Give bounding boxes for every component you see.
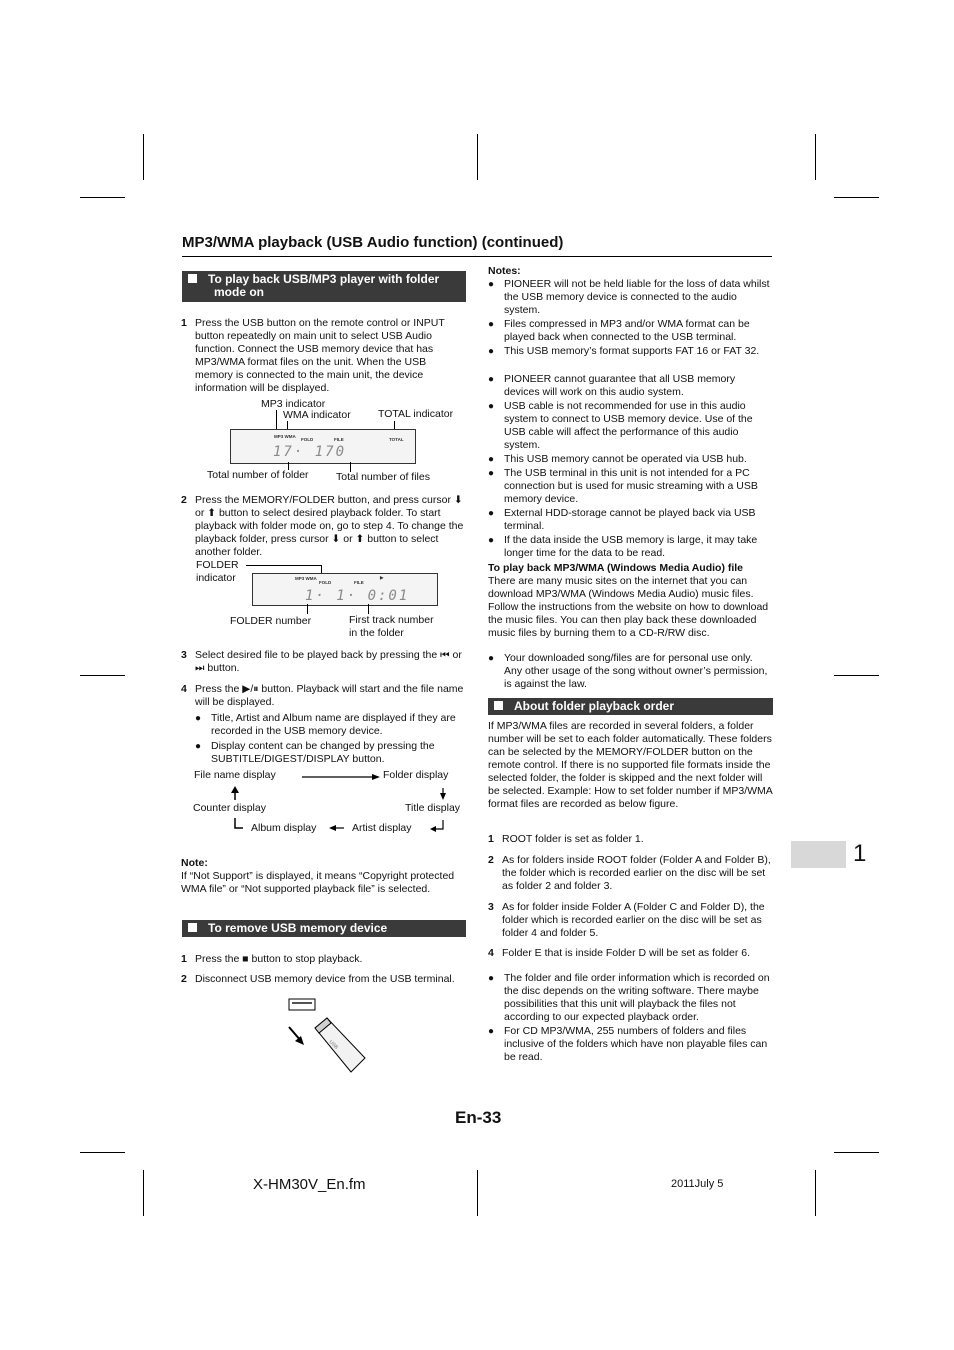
lcd-display-2: MP3 WMA FOLD FILE ▶ 1· 1· 0:01 <box>252 573 438 606</box>
note-item: ● USB cable is not recommended for use in this audio system to connect to USB memory device. Use of the USB cable will affect the performance of this audio system. <box>488 400 753 451</box>
footer-date: 2011July 5 <box>671 1178 724 1190</box>
artist-display-label: Artist display <box>352 822 412 834</box>
note-heading: Note: <box>181 857 208 869</box>
folder-number-label: FOLDER number <box>230 615 312 627</box>
order-step-4: 4 Folder E that is inside Folder D will be set as folder 6. <box>488 947 751 959</box>
wma-heading: To play back MP3/WMA (Windows Media Audio) file <box>488 562 744 574</box>
crop-mark <box>834 1152 879 1153</box>
order-step-3: 3 As for folder inside Folder A (Folder C and Folder D), the folder which is recorded earlier on the disc will be set as folder 4 and folder 5. <box>488 901 765 939</box>
folder-indicator-label: indicator <box>196 572 236 584</box>
leader-line <box>287 421 288 429</box>
file-name-display-label: File name display <box>194 769 276 781</box>
note-item: ● This USB memory cannot be operated via USB hub. <box>488 453 747 465</box>
crop-mark <box>477 1170 478 1216</box>
crop-mark <box>477 134 478 180</box>
crop-mark <box>834 675 879 676</box>
first-track-label: in the folder <box>349 627 404 639</box>
album-display-label: Album display <box>251 822 317 834</box>
lcd-display-1: MP3 WMA FOLD FILE TOTAL 17· 170 <box>230 429 416 464</box>
total-folder-label: Total number of folder <box>207 469 309 481</box>
note-item: ● If the data inside the USB memory is large, it may take longer time for the data to be read. <box>488 534 758 559</box>
crop-mark <box>815 1170 816 1216</box>
crop-mark <box>80 1152 125 1153</box>
step-4: 4 Press the ▶/⏸ button. Playback will start and the file name will be displayed. <box>181 683 464 708</box>
note-item: ● PIONEER cannot guarantee that all USB memory devices will work on this audio system. <box>488 373 736 398</box>
chapter-tab <box>791 841 846 868</box>
square-bullet-icon <box>188 923 197 932</box>
list-item: ● For CD MP3/WMA, 255 numbers of folders and files inclusive of the folders which have non playable files can be read. <box>488 1025 768 1063</box>
notes-heading: Notes: <box>488 265 521 277</box>
lcd-digits: 1· 1· 0:01 <box>305 588 410 604</box>
step-3: 3 Select desired file to be played back by pressing the ⏮ or ⏭ button. <box>181 649 462 674</box>
note-item: ● Files compressed in MP3 and/or WMA format can be played back when connected to the USB terminal. <box>488 318 750 343</box>
list-item: ● Your downloaded song/files are for personal use only. Any other usage of the song without owner’s permission, is against the law. <box>488 652 768 690</box>
leader-line <box>394 421 395 429</box>
crop-mark <box>80 675 125 676</box>
list-item: ● The folder and file order information which is recorded on the disc depends on the writing software. There maybe possibilities that this unit will playback the files not according to our expected playback order. <box>488 972 770 1023</box>
remove-step-1: 1 Press the ■ button to stop playback. <box>181 953 363 965</box>
svg-text:USB: USB <box>327 1039 340 1051</box>
crop-mark <box>80 197 125 198</box>
order-step-2: 2 As for folders inside ROOT folder (Folder A and Folder B), the folder which is recorded earlier on the disc will be set as folder 2 and folder 3. <box>488 854 771 892</box>
section-bar-folder-mode: To play back USB/MP3 player with folder mode on <box>182 271 466 302</box>
leader-line <box>276 410 277 429</box>
lcd-digits: 17· 170 <box>273 444 347 460</box>
step-2: 2 Press the MEMORY/FOLDER button, and press cursor ⬇ or ⬆ button to select desired playback folder. To start playback with folder mode on, go to step 4. To change the playback folder, press cursor ⬇ or ⬆ button to select another folder. <box>181 494 464 558</box>
leader-line <box>246 565 321 566</box>
title-rule <box>182 256 772 257</box>
crop-mark <box>834 197 879 198</box>
flow-arrows <box>180 760 470 840</box>
note-body: If “Not Support” is displayed, it means “Copyright protected WMA file” or “Not supported playback file” is selected. <box>181 870 455 895</box>
leader-line <box>307 604 308 614</box>
first-track-label: First track number <box>349 614 434 626</box>
folder-indicator-label: FOLDER <box>196 559 239 571</box>
note-item: ● PIONEER will not be held liable for the loss of data whilst the USB memory device is connected to the audio system. <box>488 278 770 316</box>
note-item: ● This USB memory’s format supports FAT 16 or FAT 32. <box>488 345 760 357</box>
note-item: ● The USB terminal in this unit is not intended for a PC connection but is used for music streaming with a USB memory device. <box>488 467 758 505</box>
title-display-label: Title display <box>405 802 461 814</box>
page-title: MP3/WMA playback (USB Audio function) (continued) <box>182 234 564 251</box>
crop-mark <box>143 1170 144 1216</box>
total-indicator-label: TOTAL indicator <box>378 408 454 420</box>
folder-display-label: Folder display <box>383 769 449 781</box>
square-bullet-icon <box>494 701 503 710</box>
list-item: ● Display content can be changed by pressing the SUBTITLE/DIGEST/DISPLAY button. <box>195 740 435 765</box>
order-body: If MP3/WMA files are recorded in several folders, a folder number will be set to each folder automatically. These folders can be selected by the MEMORY/FOLDER button on the remote control. If there is no supported file formats inside the selected folder, the folder is skipped and the next folder will be selected. Example: How to set folder number if MP3/WMA format files are recorded as below figure. <box>488 720 773 810</box>
mp3-indicator-label: MP3 indicator <box>261 398 326 410</box>
usb-drive-illustration <box>285 996 370 1078</box>
order-step-1: 1 ROOT folder is set as folder 1. <box>488 833 644 845</box>
note-item: ● External HDD-storage cannot be played back via USB terminal. <box>488 507 756 532</box>
wma-indicator-label: WMA indicator <box>283 409 351 421</box>
section-bar-folder-order: About folder playback order <box>488 698 773 715</box>
chapter-number: 1 <box>853 840 867 867</box>
crop-mark <box>143 134 144 180</box>
footer-filename: X-HM30V_En.fm <box>253 1176 366 1193</box>
leader-line <box>368 604 369 614</box>
total-files-label: Total number of files <box>336 471 430 483</box>
section-bar-remove-usb: To remove USB memory device <box>182 920 466 937</box>
step-1: 1 Press the USB button on the remote control or INPUT button repeatedly on main unit to select USB Audio function. Connect the USB memory device that has MP3/WMA format files on the unit. When the USB memory is connected to the main unit, the device information will be displayed. <box>181 317 445 394</box>
page-number: En-33 <box>455 1108 502 1127</box>
remove-step-2: 2 Disconnect USB memory device from the USB terminal. <box>181 973 455 985</box>
wma-body: There are many music sites on the internet that you can download MP3/WMA (Windows Media Audio) music files. Follow the instructions from the website on how to download the music files. You can then play back these downloaded music files by burning them to a CD-R/RW disc. <box>488 575 769 639</box>
square-bullet-icon <box>188 274 197 283</box>
counter-display-label: Counter display <box>193 802 266 814</box>
crop-mark <box>815 134 816 180</box>
list-item: ● Title, Artist and Album name are displayed if they are recorded in the USB memory device. <box>195 712 456 737</box>
